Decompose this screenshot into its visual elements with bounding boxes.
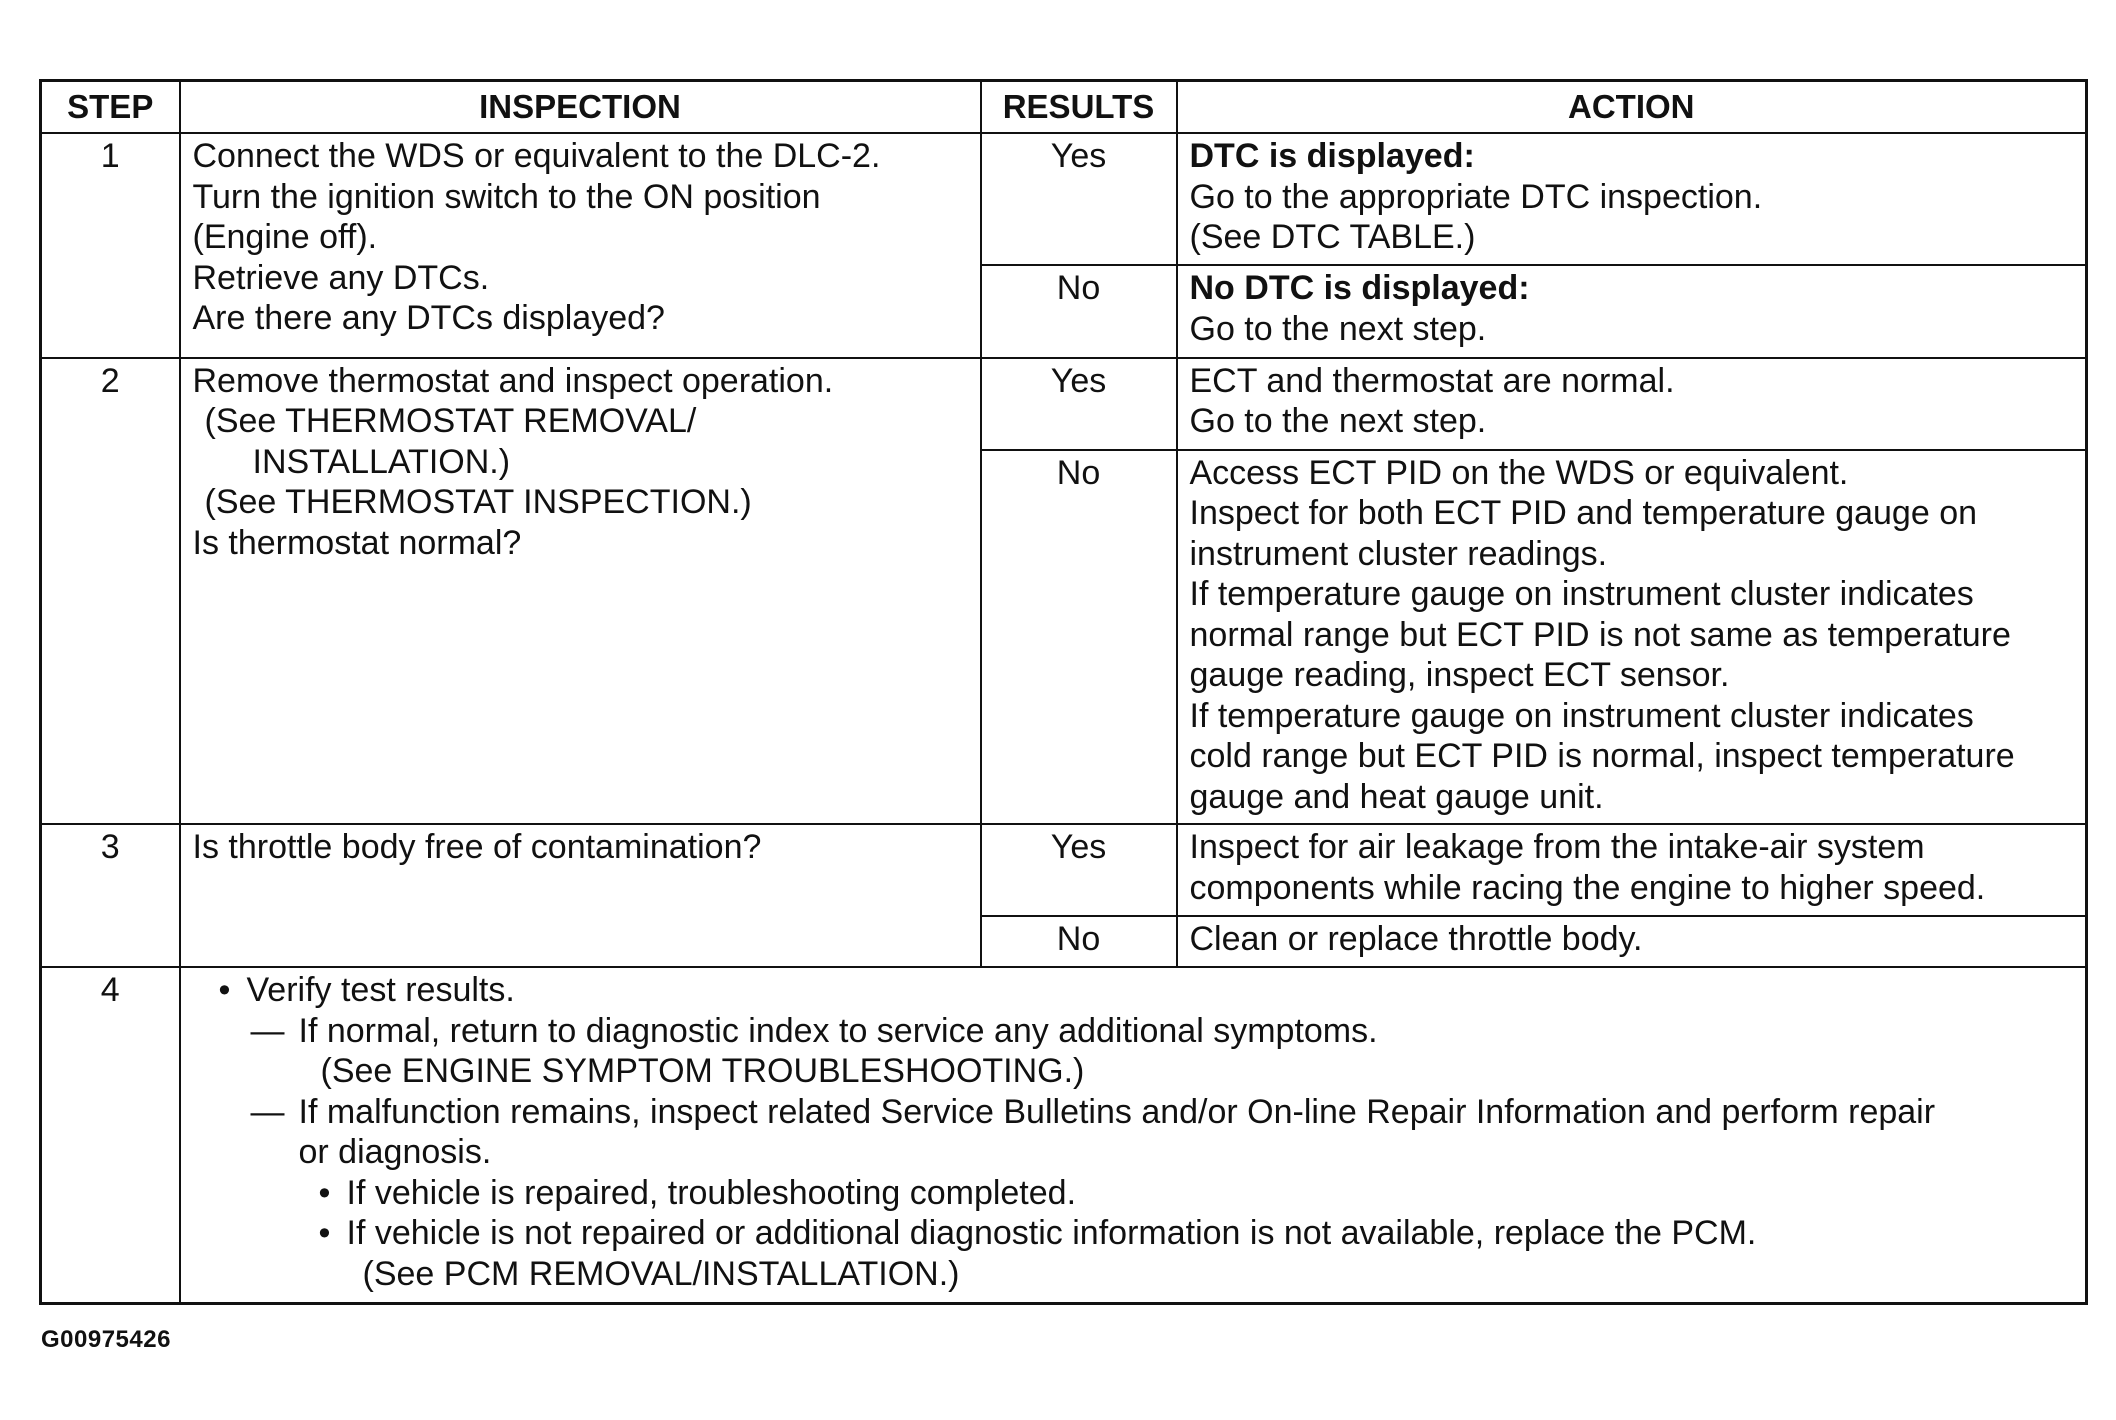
step-4-not-repaired-reference: (See PCM REMOVAL/INSTALLATION.) (362, 1254, 960, 1293)
step-2-yes-line: ECT and thermostat are normal. (1189, 361, 1675, 400)
step-4-malfunction-continued: or diagnosis. (298, 1133, 492, 1172)
step-1-yes-heading: DTC is displayed: (1189, 137, 1475, 175)
step-1-no-heading: No DTC is displayed: (1189, 269, 1530, 308)
step-4-number: 4 (41, 967, 180, 1303)
step-4-not-repaired-text: If vehicle is not repaired or additional diagnostic information is not available, replace the PCM. (346, 1214, 1757, 1253)
step-4-verify-text: Verify test results. (246, 971, 515, 1010)
diagnostic-procedure-table (39, 79, 2088, 1305)
step-4-row (41, 967, 2087, 1303)
step-3-action-no (1177, 916, 2087, 967)
step-1-inspection-line: Turn the ignition switch to the ON position (192, 177, 821, 216)
step-2-inspection-line: (See THERMOSTAT REMOVAL/ (204, 402, 697, 441)
header-row (41, 81, 2087, 134)
step-2-inspection-line: Is thermostat normal? (192, 523, 522, 562)
header-action: ACTION (1177, 81, 2087, 134)
step-4-normal-text: If normal, return to diagnostic index to service any additional symptoms. (298, 1011, 1378, 1050)
step-1-no-line: Go to the next step. (1189, 309, 1487, 348)
step-4-malfunction-item (193, 1092, 2076, 1133)
step-2-no-line: Inspect for both ECT PID and temperature gauge on (1189, 494, 1978, 533)
step-2-inspection (180, 358, 981, 824)
step-3-yes-line: components while racing the engine to higher speed. (1189, 868, 1986, 907)
step-4-normal-item (193, 1011, 2076, 1052)
step-1-action-no (1177, 265, 2087, 357)
step-3-inspection (180, 824, 981, 967)
step-2-inspection-line: Remove thermostat and inspect operation. (192, 361, 834, 400)
step-1-inspection-line: (Engine off). (192, 218, 378, 256)
step-1-result-yes: Yes (981, 133, 1177, 265)
bullet-icon: • (318, 1173, 331, 1212)
step-4-instructions (180, 967, 2087, 1303)
step-1-inspection-line: Are there any DTCs displayed? (192, 299, 665, 337)
step-1-yes-row (41, 133, 2087, 265)
step-3-action-yes (1177, 824, 2087, 916)
header-step: STEP (41, 81, 180, 134)
step-3-number: 3 (41, 824, 180, 967)
dash-icon: — (250, 1092, 285, 1131)
dash-icon: — (250, 1011, 285, 1050)
step-1-inspection-line: Retrieve any DTCs. (192, 258, 490, 297)
step-2-action-no (1177, 450, 2087, 824)
step-1-result-no: No (981, 265, 1177, 357)
step-2-no-line: Access ECT PID on the WDS or equivalent. (1189, 453, 1849, 492)
step-1-inspection (180, 133, 981, 358)
step-3-inspection-line: Is throttle body free of contamination? (192, 828, 762, 867)
bullet-icon: • (218, 971, 231, 1010)
step-3-result-yes: Yes (981, 824, 1177, 916)
header-inspection: INSPECTION (180, 81, 981, 134)
bullet-icon: • (318, 1214, 331, 1253)
step-2-no-line: If temperature gauge on instrument cluster indicates (1189, 575, 1974, 614)
step-2-inspection-line: (See THERMOSTAT INSPECTION.) (204, 483, 752, 522)
step-1-yes-line: (See DTC TABLE.) (1189, 218, 1476, 256)
step-4-normal-reference: (See ENGINE SYMPTOM TROUBLESHOOTING.) (320, 1052, 1085, 1091)
step-4-not-repaired-item (193, 1213, 2076, 1254)
step-3-yes-line: Inspect for air leakage from the intake-air system (1189, 828, 1925, 867)
step-2-no-line: instrument cluster readings. (1189, 534, 1608, 573)
step-2-yes-row (41, 358, 2087, 450)
step-1-number: 1 (41, 133, 180, 358)
step-2-yes-line: Go to the next step. (1189, 402, 1487, 441)
step-2-result-no: No (981, 450, 1177, 824)
step-2-number: 2 (41, 358, 180, 824)
step-1-yes-line: Go to the appropriate DTC inspection. (1189, 177, 1763, 216)
step-3-result-no: No (981, 916, 1177, 967)
step-2-no-line: gauge and heat gauge unit. (1189, 777, 1604, 816)
step-1-inspection-line: Connect the WDS or equivalent to the DLC-2. (192, 137, 881, 175)
step-3-yes-row (41, 824, 2087, 916)
step-4-repaired-text: If vehicle is repaired, troubleshooting completed. (346, 1173, 1077, 1212)
step-2-no-line: cold range but ECT PID is normal, inspect temperature (1189, 737, 2015, 776)
step-4-verify-item (193, 970, 2076, 1011)
step-2-no-line: If temperature gauge on instrument cluster indicates (1189, 696, 1974, 735)
step-2-no-line: gauge reading, inspect ECT sensor. (1189, 656, 1730, 695)
step-2-action-yes (1177, 358, 2087, 450)
step-2-result-yes: Yes (981, 358, 1177, 450)
step-1-action-yes (1177, 133, 2087, 265)
figure-id: G00975426 (41, 1326, 171, 1353)
step-4-malfunction-text: If malfunction remains, inspect related Service Bulletins and/or On-line Repair Information and perform repair (298, 1092, 1936, 1131)
step-4-repaired-item (193, 1173, 2076, 1214)
step-2-no-line: normal range but ECT PID is not same as temperature (1189, 615, 2011, 654)
step-3-no-line: Clean or replace throttle body. (1189, 920, 1643, 959)
step-2-inspection-line: INSTALLATION.) (252, 442, 511, 481)
header-results: RESULTS (981, 81, 1177, 134)
